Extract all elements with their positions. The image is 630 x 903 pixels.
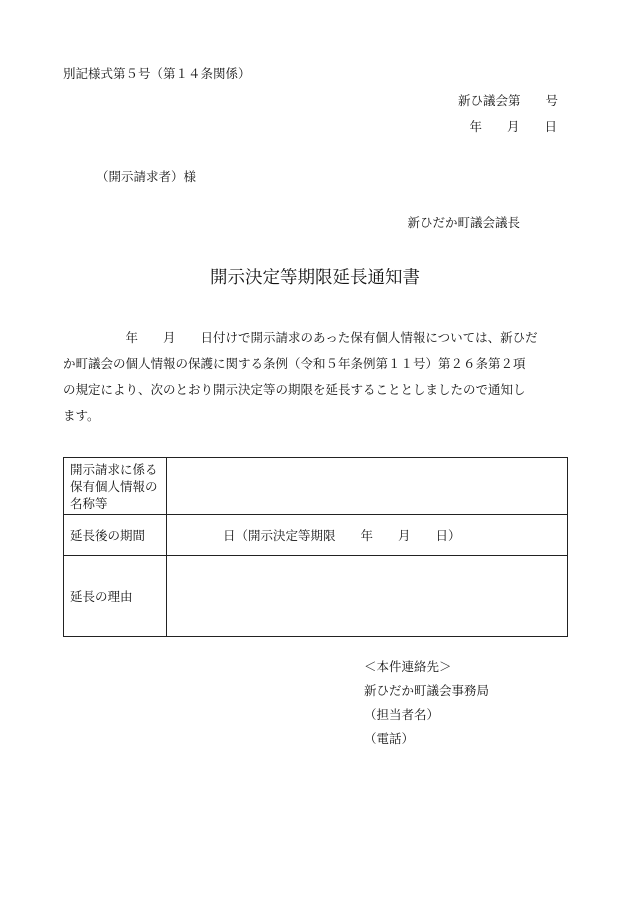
requested-info-value [167, 458, 568, 515]
form-number: 別記様式第５号（第１４条関係） [63, 66, 251, 81]
requested-info-label: 開示請求に係る保有個人情報の名称等 [64, 458, 167, 515]
body-line: ます。 [63, 408, 100, 423]
details-table [63, 457, 568, 637]
document-title: 開示決定等期限延長通知書 [210, 268, 420, 288]
sender: 新ひだか町議会議長 [407, 215, 520, 230]
contact-phone: （電話） [364, 731, 415, 746]
extended-period-value: 日（開示決定等期限 年 月 日） [167, 515, 568, 556]
contact-office: 新ひだか町議会事務局 [364, 683, 490, 698]
contact-block [364, 655, 489, 751]
document-number: 新ひ議会第 号 [457, 93, 558, 108]
extended-period-label: 延長後の期間 [64, 515, 167, 556]
date-line: 年 月 日 [469, 119, 557, 134]
addressee: （開示請求者）様 [96, 169, 197, 184]
extension-reason-label: 延長の理由 [64, 556, 167, 637]
table-row [64, 515, 568, 556]
body-line: 年 月 日付けで開示請求のあった保有個人情報については、新ひだ [63, 330, 538, 345]
contact-heading: ＜本件連絡先＞ [364, 659, 452, 674]
table-row [64, 458, 568, 515]
table-row [64, 556, 568, 637]
extension-reason-value [167, 556, 568, 637]
contact-person: （担当者名） [364, 707, 440, 722]
body-line: か町議会の個人情報の保護に関する条例（令和５年条例第１１号）第２６条第２項 [63, 356, 526, 371]
body-line: の規定により、次のとおり開示決定等の期限を延長することとしましたので通知し [63, 382, 526, 397]
body-paragraph [63, 325, 583, 429]
